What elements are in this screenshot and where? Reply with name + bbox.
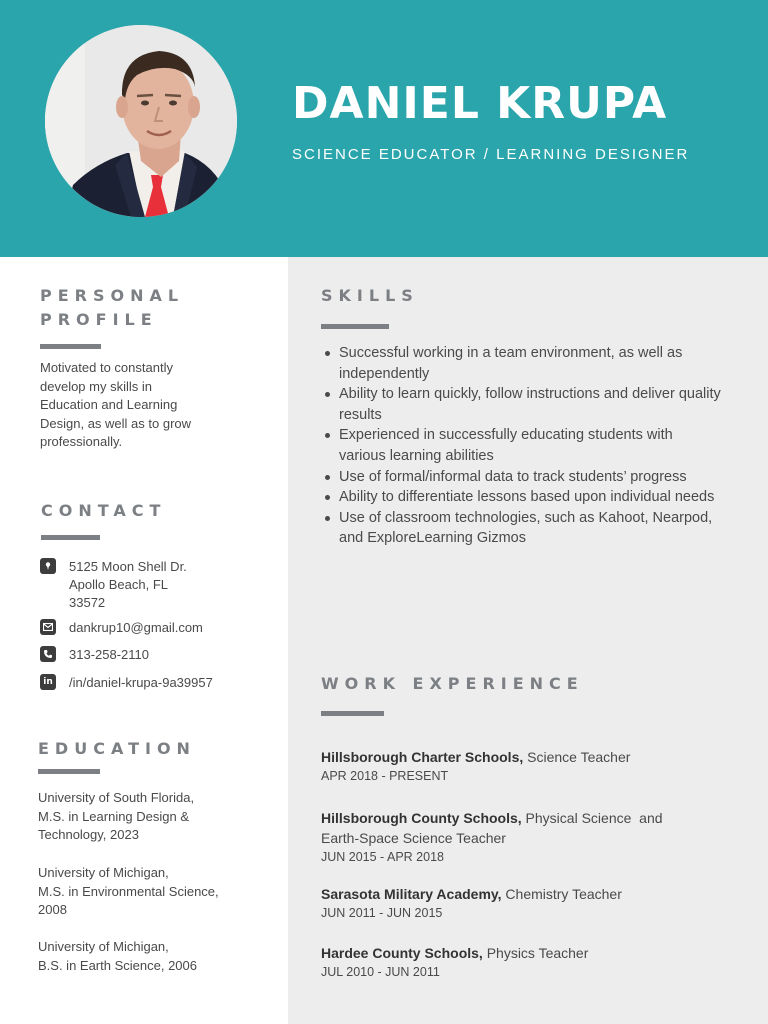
education-heading: EDUCATION xyxy=(38,739,196,758)
name-heading: DANIEL KRUPA xyxy=(292,78,668,129)
address-line: Apollo Beach, FL xyxy=(69,577,169,592)
job-entry xyxy=(321,943,721,981)
job-employer: Hillsborough County Schools, xyxy=(321,810,522,826)
job-dates: JUN 2011 - JUN 2015 xyxy=(321,906,443,920)
job-entry xyxy=(321,884,721,922)
job-entry xyxy=(321,808,721,866)
job-entry xyxy=(321,747,721,785)
header-banner xyxy=(0,0,768,257)
email-link[interactable]: dankrup10@gmail.com xyxy=(69,620,203,635)
work-experience-heading: WORK EXPERIENCE xyxy=(321,674,584,693)
education-entry xyxy=(38,789,268,845)
skill-item: Successful working in a team environment, as well as independently xyxy=(321,343,721,384)
job-dates: JUL 2010 - JUN 2011 xyxy=(321,965,440,979)
phone-number[interactable]: 313-258-2110 xyxy=(69,647,149,662)
job-role: Chemistry Teacher xyxy=(501,886,622,902)
education-line: University of Michigan, xyxy=(38,939,169,954)
profile-line: Education and Learning xyxy=(40,397,178,412)
profile-line: develop my skills in xyxy=(40,378,152,394)
contact-address xyxy=(40,558,187,612)
job-title-subheading: SCIENCE EDUCATOR / LEARNING DESIGNER xyxy=(292,146,690,163)
skill-item: Experienced in successfully educating students with various learning abilities xyxy=(321,425,721,466)
contact-phone[interactable] xyxy=(40,646,149,664)
profile-line: Motivated to constantly xyxy=(40,360,173,375)
personal-profile-heading xyxy=(40,284,184,332)
personal-profile-heading-line2: PROFILE xyxy=(40,310,158,329)
skills-heading: SKILLS xyxy=(321,286,419,305)
section-divider xyxy=(41,535,100,540)
skill-item: Use of formal/informal data to track students’ progress xyxy=(321,467,721,488)
profile-text xyxy=(40,359,260,452)
address-line: 5125 Moon Shell Dr. xyxy=(69,559,187,574)
job-employer: Hillsborough Charter Schools, xyxy=(321,749,524,765)
contact-email[interactable] xyxy=(40,619,203,637)
skill-item: Ability to learn quickly, follow instructions and deliver quality results xyxy=(321,384,721,425)
profile-line: Design, as well as to grow xyxy=(40,415,192,431)
education-line: University of Michigan, xyxy=(38,865,169,880)
education-line: Technology, 2023 xyxy=(38,827,139,842)
job-dates: JUN 2015 - APR 2018 xyxy=(321,850,444,864)
profile-photo xyxy=(45,25,237,217)
linkedin-icon: in xyxy=(40,674,56,690)
job-employer: Hardee County Schools, xyxy=(321,945,483,961)
skill-item: Ability to differentiate lessons based upon individual needs xyxy=(321,487,721,508)
phone-icon xyxy=(40,646,56,662)
education-line: M.S. in Environmental Science, xyxy=(38,883,219,899)
job-dates: APR 2018 - PRESENT xyxy=(321,769,449,783)
education-entry xyxy=(38,864,268,920)
section-divider xyxy=(321,324,389,329)
job-role: Physical Science and xyxy=(521,810,663,826)
linkedin-link[interactable]: /in/daniel-krupa-9a39957 xyxy=(69,675,213,690)
section-divider xyxy=(38,769,100,774)
contact-linkedin[interactable] xyxy=(40,674,213,692)
location-pin-icon xyxy=(40,558,56,574)
job-role: Science Teacher xyxy=(523,749,631,765)
education-line: 2008 xyxy=(38,902,67,917)
education-line: B.S. in Earth Science, 2006 xyxy=(38,957,197,973)
education-entry xyxy=(38,938,268,975)
section-divider xyxy=(321,711,384,716)
portrait-image xyxy=(45,25,237,217)
job-role-continued: Earth-Space Science Teacher xyxy=(321,830,506,846)
section-divider xyxy=(40,344,101,349)
job-role: Physics Teacher xyxy=(482,945,589,961)
address-line: 33572 xyxy=(69,595,106,610)
education-line: M.S. in Learning Design & xyxy=(38,808,190,824)
job-employer: Sarasota Military Academy, xyxy=(321,886,502,902)
personal-profile-heading-line1: PERSONAL xyxy=(40,286,185,305)
skill-item: Use of classroom technologies, such as Kahoot, Nearpod, and ExploreLearning Gizmos xyxy=(321,508,721,549)
education-line: University of South Florida, xyxy=(38,790,195,805)
profile-line: professionally. xyxy=(40,434,123,449)
envelope-icon xyxy=(40,619,56,635)
skills-list xyxy=(321,343,721,549)
contact-heading: CONTACT xyxy=(41,501,167,520)
